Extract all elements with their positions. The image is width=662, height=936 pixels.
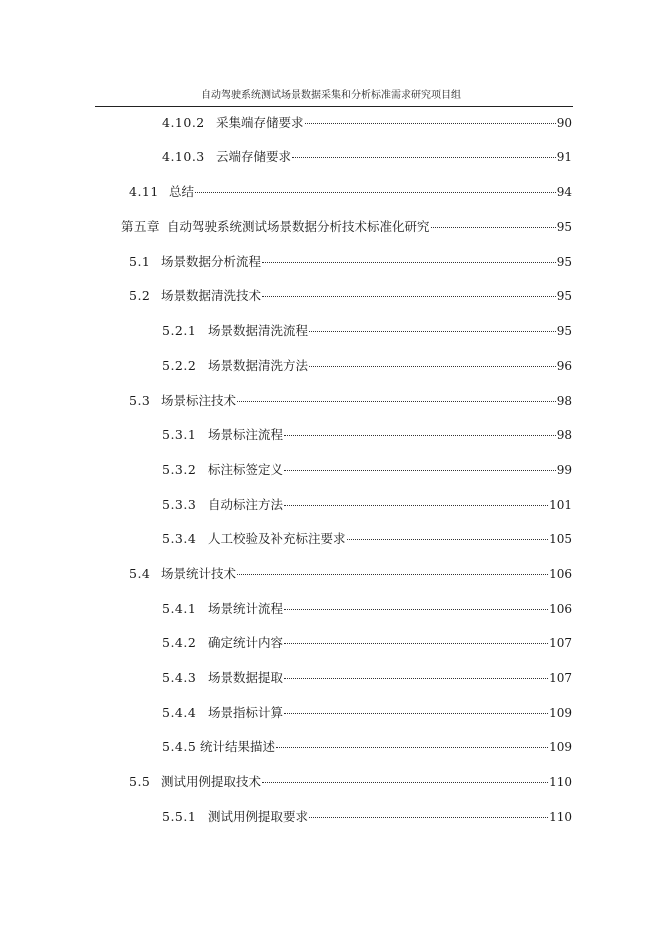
toc-leader [292, 157, 556, 158]
toc-leader [262, 296, 556, 297]
toc-entry-page: 105 [549, 532, 572, 546]
toc-entry-page: 110 [549, 810, 572, 824]
toc-entry-number: 5.4.2 [162, 635, 197, 650]
toc-leader [284, 505, 548, 506]
toc-entry-5-2-2[interactable] [162, 358, 572, 374]
toc-entry-page: 107 [549, 636, 572, 650]
toc-entry-page: 106 [549, 567, 572, 581]
toc-leader [347, 539, 549, 540]
toc-entry-number: 5.2 [129, 288, 151, 303]
toc-entry-4-10-3[interactable] [162, 149, 572, 165]
toc-leader [276, 747, 548, 748]
toc-entry-page: 95 [556, 324, 572, 338]
toc-entry-page: 110 [549, 775, 572, 789]
toc-entry-number: 4.10.3 [162, 149, 205, 164]
toc-entry-5-1[interactable] [129, 254, 572, 270]
toc-entry-5-4-5[interactable] [162, 739, 572, 755]
toc-entry-title: 自动标注方法 [208, 497, 284, 512]
toc-entry-4-11[interactable] [129, 184, 572, 200]
toc-entry-page: 98 [556, 394, 572, 408]
toc-leader [284, 470, 556, 471]
toc-entry-5-3-4[interactable] [162, 531, 572, 547]
toc-entry-number: 5.4.1 [162, 601, 197, 616]
toc-entry-number: 5.3.1 [162, 427, 197, 442]
toc-entry-5-5[interactable] [129, 774, 572, 790]
toc-leader [237, 574, 548, 575]
toc-entry-number: 5.2.1 [162, 323, 197, 338]
toc-entry-title: 场景指标计算 [208, 705, 284, 720]
toc-leader [431, 227, 556, 228]
toc-entry-number: 5.4.5 [162, 739, 197, 754]
toc-entry-title: 场景标注流程 [208, 427, 284, 442]
toc-entry-number: 5.2.2 [162, 358, 197, 373]
toc-leader [195, 192, 556, 193]
toc-entry-title: 场景数据提取 [208, 670, 284, 685]
toc-leader [284, 678, 548, 679]
toc-entry-number: 5.3.3 [162, 497, 197, 512]
toc-entry-page: 99 [556, 463, 572, 477]
toc-entry-title: 标注标签定义 [208, 462, 284, 477]
toc-entry-number: 5.1 [129, 254, 151, 269]
toc-entry-title: 场景数据分析流程 [161, 254, 262, 269]
toc-entry-5-4-1[interactable] [162, 601, 572, 617]
toc-entry-title: 场景统计流程 [208, 601, 284, 616]
toc-entry-page: 109 [549, 706, 572, 720]
toc-entry-5-2[interactable] [129, 288, 572, 304]
toc-entry-title: 确定统计内容 [208, 635, 284, 650]
toc-entry-5-4[interactable] [129, 566, 572, 582]
toc-entry-title: 总结 [169, 184, 195, 199]
toc-entry-number: 5.3 [129, 393, 151, 408]
toc-entry-title: 测试用例提取要求 [208, 809, 309, 824]
toc-entry-title: 人工校验及补充标注要求 [208, 531, 346, 546]
toc-entry-title: 场景数据清洗技术 [161, 288, 262, 303]
toc-entry-title: 场景统计技术 [161, 566, 237, 581]
toc-entry-4-10-2[interactable] [162, 115, 572, 131]
toc-entry-5-4-4[interactable] [162, 705, 572, 721]
toc-entry-page: 95 [556, 289, 572, 303]
toc-entry-5-3-2[interactable] [162, 462, 572, 478]
toc-entry-title: 统计结果描述 [200, 739, 276, 754]
toc-entry-chapter-5[interactable] [121, 219, 572, 235]
toc-entry-title: 云端存储要求 [216, 149, 292, 164]
toc-entry-page: 106 [549, 602, 572, 616]
toc-entry-5-2-1[interactable] [162, 323, 572, 339]
toc-entry-page: 98 [556, 428, 572, 442]
toc-entry-number: 4.10.2 [162, 115, 205, 130]
toc-entry-page: 101 [549, 498, 572, 512]
toc-entry-5-3[interactable] [129, 393, 572, 409]
toc-leader [284, 435, 556, 436]
toc-entry-number: 4.11 [129, 184, 159, 199]
toc-entry-page: 90 [556, 116, 572, 130]
toc-leader [237, 401, 556, 402]
toc-leader [284, 643, 548, 644]
toc-entry-number: 5.5.1 [162, 809, 197, 824]
toc-entry-title: 自动驾驶系统测试场景数据分析技术标准化研究 [167, 219, 430, 234]
toc-entry-title: 采集端存储要求 [216, 115, 304, 130]
toc-entry-page: 91 [556, 150, 572, 164]
toc-leader [262, 262, 556, 263]
toc-entry-number: 5.3.4 [162, 531, 197, 546]
toc-leader [284, 713, 548, 714]
running-header: 自动驾驶系统测试场景数据采集和分析标准需求研究项目组 [201, 90, 461, 101]
toc-entry-title: 测试用例提取技术 [161, 774, 262, 789]
toc-entry-5-5-1[interactable] [162, 809, 572, 825]
toc-entry-page: 94 [556, 185, 572, 199]
toc-entry-5-3-3[interactable] [162, 497, 572, 513]
toc-entry-number: 5.3.2 [162, 462, 197, 477]
toc-leader [309, 817, 548, 818]
toc-entry-5-4-3[interactable] [162, 670, 572, 686]
toc-entry-5-4-2[interactable] [162, 635, 572, 651]
toc-leader [305, 123, 556, 124]
toc-entry-number: 5.4 [129, 566, 151, 581]
toc-leader [262, 782, 548, 783]
toc-entry-page: 96 [556, 359, 572, 373]
toc-entry-5-3-1[interactable] [162, 427, 572, 443]
toc-entry-page: 107 [549, 671, 572, 685]
toc-entry-title: 场景数据清洗流程 [208, 323, 309, 338]
toc-entry-page: 95 [556, 255, 572, 269]
toc-leader [309, 366, 556, 367]
toc-entry-number: 5.4.4 [162, 705, 197, 720]
toc-entry-page: 109 [549, 740, 572, 754]
toc-entry-number: 5.4.3 [162, 670, 197, 685]
toc-leader [284, 609, 548, 610]
header-rule [95, 106, 573, 107]
toc-entry-number: 第五章 [121, 219, 161, 234]
toc-entry-title: 场景数据清洗方法 [208, 358, 309, 373]
toc-leader [309, 331, 556, 332]
toc-entry-page: 95 [556, 220, 572, 234]
toc-entry-title: 场景标注技术 [161, 393, 237, 408]
toc-entry-number: 5.5 [129, 774, 151, 789]
